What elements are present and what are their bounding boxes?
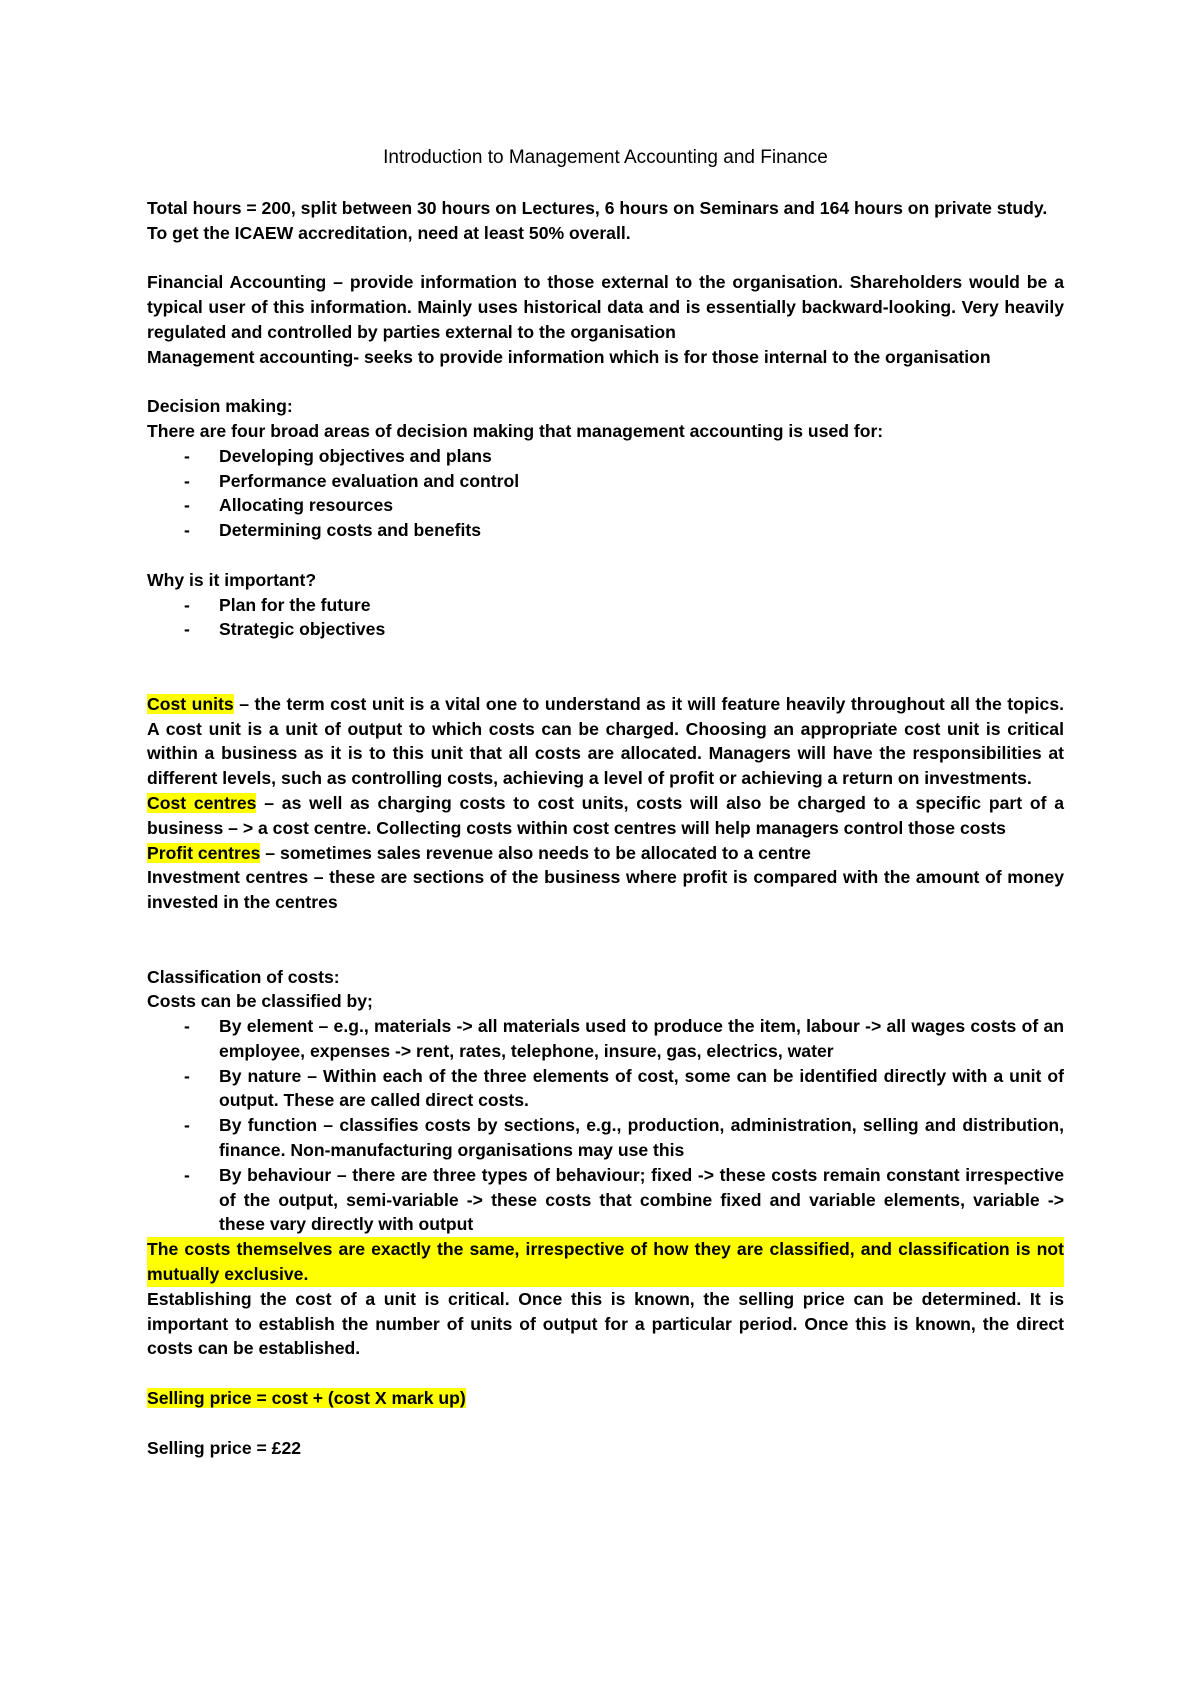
cost-units-term: Cost units: [147, 693, 234, 714]
list-item: [147, 617, 1064, 642]
classification-list: [147, 1014, 1064, 1237]
spacer: [147, 543, 1064, 568]
spacer: [147, 642, 1064, 692]
intro-line-hours: Total hours = 200, split between 30 hours on Lectures, 6 hours on Seminars and 164 hours on private study.: [147, 197, 1048, 218]
decision-making-list: [147, 444, 1064, 543]
list-item-text: Strategic objectives: [219, 619, 386, 640]
list-item: [147, 518, 1064, 543]
list-item-text: Plan for the future: [219, 594, 371, 615]
dash-bullet: -: [184, 594, 190, 615]
page-title: Introduction to Management Accounting and Finance: [383, 147, 828, 168]
selling-price-value: Selling price = £22: [147, 1437, 302, 1458]
list-item-text: Performance evaluation and control: [219, 470, 520, 491]
decision-making-intro: There are four broad areas of decision making that management accounting is used for:: [147, 420, 884, 441]
profit-centres-text: – sometimes sales revenue also needs to be allocated to a centre: [260, 842, 811, 863]
management-accounting-paragraph: Management accounting- seeks to provide information which is for those internal to the organisation: [147, 346, 991, 367]
dash-bullet: -: [184, 470, 190, 491]
list-item: [147, 1113, 1064, 1163]
spacer: [147, 1411, 1064, 1436]
cost-centres-text: – as well as charging costs to cost units, costs will also be charged to a specific part of a business – > a cost centre. Collecting costs within cost centres will help managers control those costs: [147, 792, 1064, 838]
formula-highlight: Selling price = cost + (cost X mark up): [147, 1388, 466, 1409]
spacer: [147, 369, 1064, 394]
classification-note-highlight: The costs themselves are exactly the same, irrespective of how they are classified, and classification is not mutually exclusive.: [147, 1237, 1064, 1287]
dash-bullet: -: [184, 1016, 190, 1037]
list-item: [147, 469, 1064, 494]
list-item-text: By element – e.g., materials -> all materials used to produce the item, labour -> all wages costs of an employee, expenses -> rent, rates, telephone, insure, gas, electrics, water: [219, 1016, 1064, 1061]
spacer: [147, 245, 1064, 270]
why-important-list: [147, 593, 1064, 643]
establishing-cost-paragraph: Establishing the cost of a unit is critical. Once this is known, the selling price can be determined. It is important to establish the number of units of output for a particular period. Once this is known, the direct costs can be established.: [147, 1288, 1064, 1359]
dash-bullet: -: [184, 619, 190, 640]
list-item-text: By behaviour – there are three types of behaviour; fixed -> these costs remain constant irrespective of the output, semi-variable -> these costs that combine fixed and variable elements, variable -> these vary directly with output: [219, 1164, 1064, 1235]
list-item: [147, 1064, 1064, 1114]
dash-bullet: -: [184, 1065, 190, 1086]
dash-bullet: -: [184, 1115, 190, 1136]
list-item: [147, 444, 1064, 469]
dash-bullet: -: [184, 495, 190, 516]
classification-intro: Costs can be classified by;: [147, 991, 373, 1012]
financial-accounting-paragraph: Financial Accounting – provide information to those external to the organisation. Shareholders would be a typical user of this information. Mainly uses historical data and is essentially backward-looking. Very heavily regulated and controlled by parties external to the organisation: [147, 272, 1064, 342]
dash-bullet: -: [184, 1164, 190, 1185]
list-item-text: By function – classifies costs by sections, e.g., production, administration, selling and distribution, finance. Non-manufacturing organisations may use this: [219, 1115, 1064, 1161]
dash-bullet: -: [184, 445, 190, 466]
document-body: [147, 146, 1064, 1460]
profit-centres-term: Profit centres: [147, 842, 261, 863]
why-important-heading: Why is it important?: [147, 569, 317, 590]
dash-bullet: -: [184, 520, 190, 541]
intro-line-accreditation: To get the ICAEW accreditation, need at least 50% overall.: [147, 222, 631, 243]
spacer: [147, 1361, 1064, 1386]
list-item-text: Developing objectives and plans: [219, 445, 492, 466]
list-item: [147, 593, 1064, 618]
list-item: [147, 1163, 1064, 1237]
cost-centres-term: Cost centres: [147, 792, 257, 813]
list-item: [147, 1014, 1064, 1064]
cost-units-text: – the term cost unit is a vital one to understand as it will feature heavily throughout all the topics. A cost unit is a unit of output to which costs can be charged. Choosing an appropriate cost unit is critical within a business as it is to this unit that all costs are allocated. Managers will have the responsibilities at different levels, such as controlling costs, achieving a level of profit or achieving a return on investments.: [147, 693, 1064, 789]
list-item: [147, 493, 1064, 518]
cost-units-paragraph: [147, 692, 1064, 791]
investment-centres-paragraph: Investment centres – these are sections of the business where profit is compared with the amount of money invested in the centres: [147, 867, 1064, 913]
cost-centres-paragraph: [147, 791, 1064, 841]
spacer: [147, 915, 1064, 965]
classification-heading: Classification of costs:: [147, 966, 340, 987]
list-item-text: Allocating resources: [219, 495, 394, 516]
profit-centres-paragraph: [147, 841, 1064, 866]
decision-making-heading: Decision making:: [147, 396, 293, 417]
selling-price-formula: [147, 1386, 1064, 1411]
list-item-text: Determining costs and benefits: [219, 520, 481, 541]
list-item-text: By nature – Within each of the three elements of cost, some can be identified directly with a unit of output. These are called direct costs.: [219, 1065, 1064, 1111]
